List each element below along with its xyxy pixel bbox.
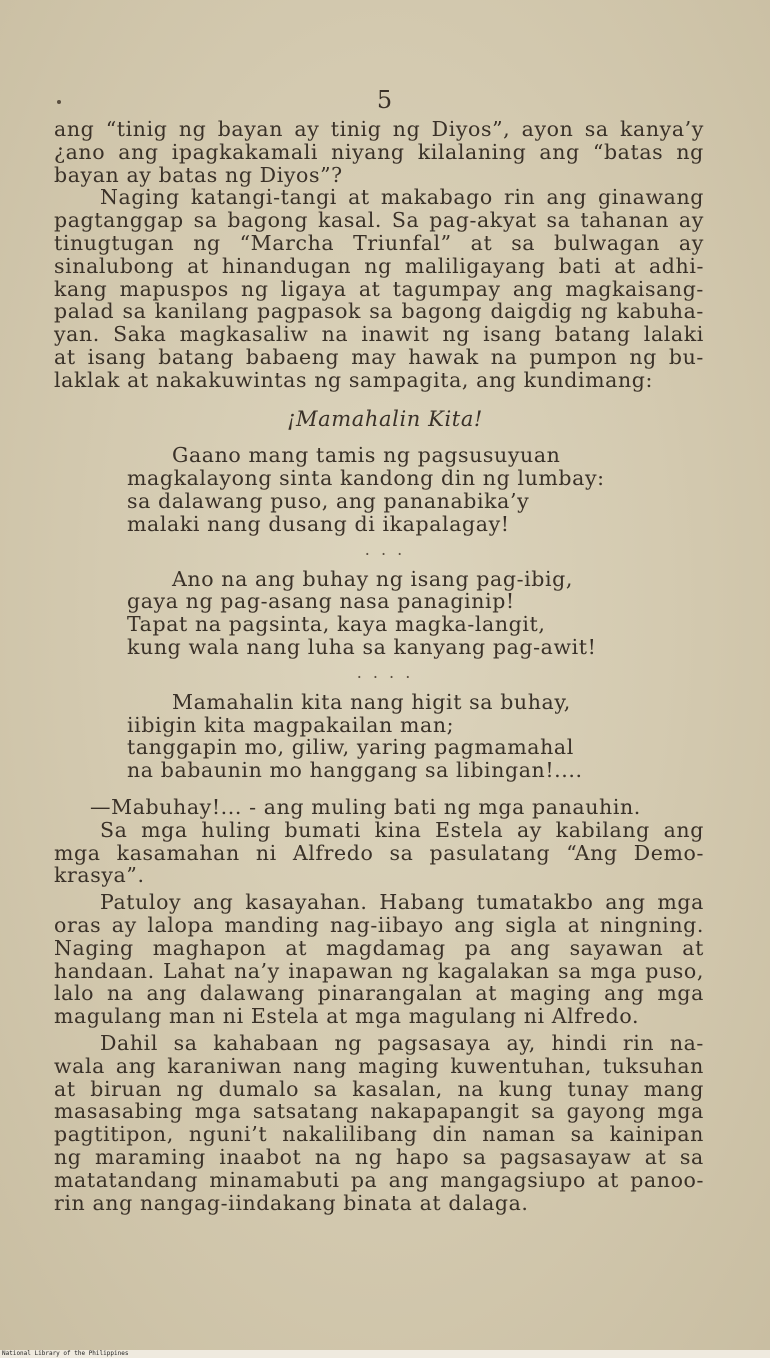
- poem-line: Gaano mang tamis ng pagsusuyuan: [172, 443, 561, 468]
- song-title: ¡Mamahalin Kita!: [287, 406, 483, 431]
- text-line: Patuloy ang kasayahan. Habang tumatakbo ang mga: [100, 890, 704, 915]
- text-line: pagtitipon, nguni’t nakalilibang din naman sa kainipan: [54, 1122, 704, 1147]
- page-number: 5: [376, 86, 394, 114]
- text-line: krasya”.: [54, 863, 145, 888]
- poem-line: sa dalawang puso, ang pananabika’y: [127, 489, 530, 513]
- poem-line: malaki nang dusang di ikapalagay!: [127, 511, 510, 536]
- text-line: kang mapuspos ng ligaya at tagumpay ang magkaisang-: [54, 276, 704, 301]
- text-line: yan. Saka magkasaliw na inawit ng isang batang lalaki: [54, 322, 704, 347]
- text-line: ang “tinig ng bayan ay tinig ng Diyos”, ayon sa kanya’y: [54, 117, 704, 141]
- text-line: handaan. Lahat na’y inapawan ng kagalakan sa mga puso,: [54, 958, 704, 983]
- poem-line: Tapat na pagsinta, kaya magka-langit,: [127, 612, 546, 637]
- text-line: at biruan ng dumalo sa kasalan, na kung tunay mang: [54, 1076, 704, 1101]
- text-line: mga kasamahan ni Alfredo sa pasulatang “Ang Demo-: [54, 840, 704, 865]
- text-line: laklak at nakakuwintas ng sampagita, ang kundimang:: [54, 367, 653, 392]
- text-line: matatandang minamabuti pa ang mangagsiupo at panoo-: [54, 1167, 704, 1192]
- poem-line: tanggapin mo, giliw, yaring pagmamahal: [127, 735, 574, 760]
- poem-line: iibigin kita magpakailan man;: [127, 712, 455, 737]
- footer-credit: National Library of the Philippines: [2, 1350, 129, 1357]
- text-line: Naging katangi-tangi at makabago rin ang ginawang: [100, 185, 704, 210]
- text-line: wala ang karaniwan nang maging kuwentuhan, tuksuhan: [54, 1053, 704, 1078]
- text-line: ng maraming inaabot na ng hapo sa pagsasayaw at sa: [54, 1145, 704, 1169]
- text-line: Dahil sa kahabaan ng pagsasaya ay, hindi rin na-: [100, 1031, 704, 1055]
- text-line: ¿ano ang ipagkakamali niyang kilalaning ang “batas ng: [54, 139, 704, 164]
- text-line: rin ang nangag-iindakang binata at dalaga.: [54, 1190, 529, 1215]
- text-line: tinugtugan ng “Marcha Triunfal” at sa bulwagan ay: [54, 231, 704, 255]
- poem-line: Mamahalin kita nang higit sa buhay,: [172, 689, 571, 714]
- stanza-separator: . . .: [364, 539, 406, 559]
- text-line: at isang batang babaeng may hawak na pumpon ng bu-: [54, 345, 704, 369]
- text-line: pagtanggap sa bagong kasal. Sa pag-akyat sa tahanan ay: [54, 208, 704, 233]
- text-line: sinalubong at hinandugan ng maliligayang bati at adhi-: [54, 253, 704, 278]
- stanza-separator: . . . .: [356, 662, 414, 682]
- poem-line: kung wala nang luha sa kanyang pag-awit!: [127, 635, 597, 659]
- text-line: magulang man ni Estela at mga magulang ni Alfredo.: [54, 1004, 640, 1029]
- poem-line: gaya ng pag-asang nasa panaginip!: [127, 589, 515, 614]
- poem-line: Ano na ang buhay ng isang pag-ibig,: [172, 566, 573, 591]
- text-line: masasabing mga satsatang nakapapangit sa gayong mga: [54, 1099, 704, 1124]
- text-line: palad sa kanilang pagpasok sa bagong daigdig ng kabuha-: [54, 299, 704, 324]
- text-line: bayan ay batas ng Diyos”?: [54, 162, 343, 187]
- text-line: lalo na ang dalawang pinarangalan at maging ang mga: [54, 981, 704, 1006]
- poem-line: na babaunin mo hanggang sa libingan!....: [127, 758, 583, 783]
- text-line: oras ay lalopa manding nag-iibayo ang sigla at ningning.: [54, 913, 704, 937]
- text-line: —Mabuhay!... - ang muling bati ng mga panauhin.: [90, 795, 641, 819]
- text-line: Sa mga huling bumati kina Estela ay kabilang ang: [100, 817, 704, 842]
- poem-line: magkalayong sinta kandong din ng lumbay:: [127, 466, 605, 491]
- text-line: Naging maghapon at magdamag pa ang sayawan at: [54, 935, 704, 960]
